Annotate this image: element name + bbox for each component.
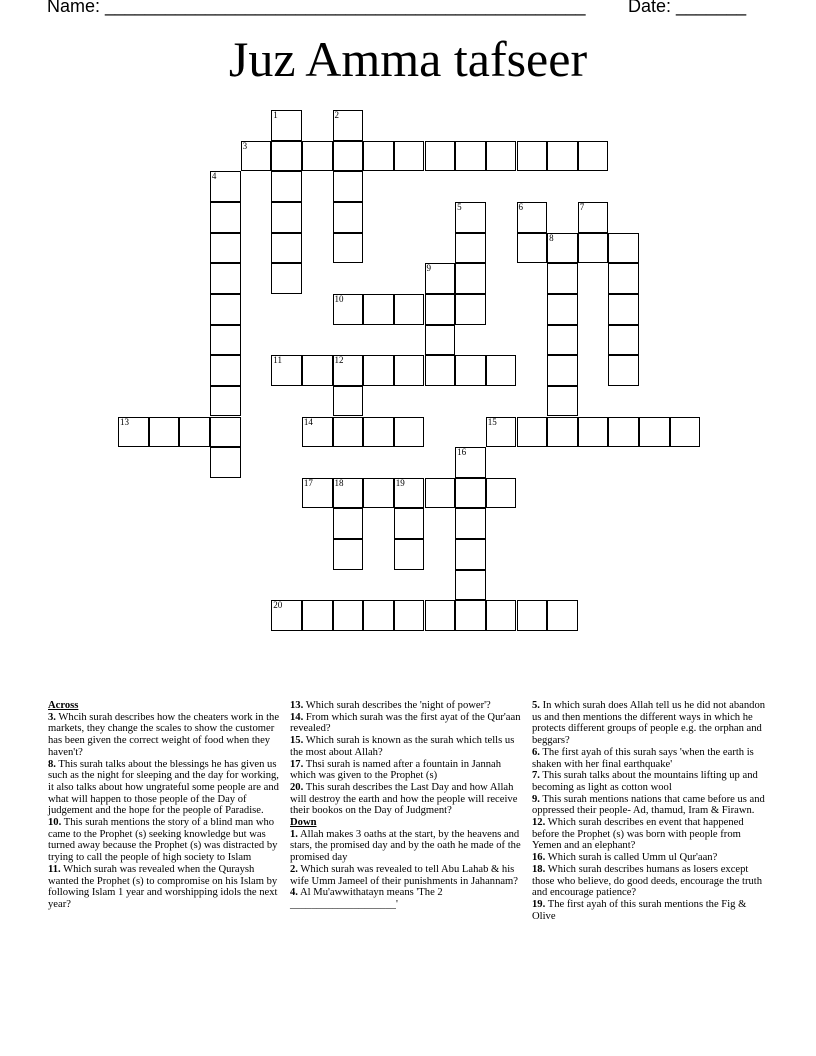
clue-down-19: 19. The first ayah of this surah mentions the Fig & Olive [532,898,747,922]
grid-cell[interactable] [455,478,486,509]
grid-cell[interactable] [455,263,486,294]
grid-cell[interactable] [547,263,578,294]
grid-cell[interactable] [670,417,701,448]
grid-cell[interactable] [118,417,149,448]
grid-cell[interactable] [210,294,241,325]
grid-cell[interactable] [517,233,548,264]
puzzle-title: Juz Amma tafseer [228,31,588,87]
grid-cell[interactable] [333,171,364,202]
grid-cell[interactable] [455,508,486,539]
grid-cell[interactable] [271,263,302,294]
grid-cell[interactable] [302,141,333,172]
grid-cell[interactable] [455,233,486,264]
grid-cell[interactable] [302,417,333,448]
grid-cell[interactable] [578,233,609,264]
down-heading: Down [290,817,317,829]
grid-cell[interactable] [455,539,486,570]
grid-cell[interactable] [271,355,302,386]
grid-cell[interactable] [333,294,364,325]
grid-cell[interactable] [210,447,241,478]
grid-cell[interactable] [394,508,425,539]
grid-cell[interactable] [210,355,241,386]
grid-cell[interactable] [425,478,456,509]
clue-number: 3 [242,140,248,151]
grid-cell[interactable] [271,141,302,172]
clue-number: 11 [273,355,282,366]
grid-cell[interactable] [425,294,456,325]
clue-down-18: 18. Which surah describes humans as losers except those who believe, do good deeds, encourage the truth and encourage patience? [532,863,763,899]
grid-cell[interactable] [179,417,210,448]
grid-cell[interactable] [394,478,425,509]
grid-cell[interactable] [333,600,364,631]
clue-number: 1 [273,110,278,120]
grid-cell[interactable] [608,417,639,448]
grid-cell[interactable] [578,202,609,233]
grid-cell[interactable] [363,141,394,172]
clue-number: 19 [395,477,405,488]
clue-down-9: 9. This surah mentions nations that came before us and oppressed their people- Ad, thamud, Iram & Firawn. [532,793,765,817]
grid-cell[interactable] [333,355,364,386]
clue-number: 4 [211,171,217,182]
grid-cell[interactable] [210,325,241,356]
grid-cell[interactable] [333,141,364,172]
grid-cell[interactable] [271,110,302,141]
grid-cell[interactable] [302,355,333,386]
grid-cell[interactable] [608,294,639,325]
grid-cell[interactable] [333,233,364,264]
grid-cell[interactable] [425,325,456,356]
clue-number: 20 [273,600,283,611]
grid-cell[interactable] [394,355,425,386]
grid-cell[interactable] [455,355,486,386]
grid-cell[interactable] [363,478,394,509]
grid-cell[interactable] [333,508,364,539]
grid-cell[interactable] [608,263,639,294]
grid-cell[interactable] [333,386,364,417]
grid-cell[interactable] [394,539,425,570]
clue-across-13: 13. Which surah describes the 'night of power'? [290,700,491,711]
grid-cell[interactable] [210,386,241,417]
clue-number: 14 [303,416,313,427]
grid-cell[interactable] [210,171,241,202]
grid-cell[interactable] [149,417,180,448]
grid-cell[interactable] [394,600,425,631]
clue-number: 8 [549,232,554,243]
clue-down-16: 16. Which surah is called Umm ul Qur'aan? [532,852,718,864]
clue-down-12: 12. Which surah describes en event that happened before the Prophet (s) was born with people from Yemen and an elephant? [532,817,744,852]
grid-cell[interactable] [425,600,456,631]
grid-cell[interactable] [547,600,578,631]
grid-cell[interactable] [547,294,578,325]
grid-cell[interactable] [394,294,425,325]
grid-cell[interactable] [455,447,486,478]
grid-cell[interactable] [302,600,333,631]
grid-cell[interactable] [210,202,241,233]
name-field-label: Name: ________________________________________________ [47,0,586,16]
grid-cell[interactable] [210,417,241,448]
grid-cell[interactable] [547,141,578,172]
grid-cell[interactable] [608,233,639,264]
grid-cell[interactable] [210,233,241,264]
grid-cell[interactable] [425,263,456,294]
grid-cell[interactable] [486,478,517,509]
grid-cell[interactable] [425,355,456,386]
grid-cell[interactable] [547,325,578,356]
grid-cell[interactable] [455,202,486,233]
clue-number: 2 [334,110,339,120]
grid-cell[interactable] [455,600,486,631]
grid-cell[interactable] [363,600,394,631]
grid-cell[interactable] [271,233,302,264]
grid-cell[interactable] [455,294,486,325]
grid-cell[interactable] [486,355,517,386]
clue-number: 9 [426,263,431,274]
clue-number: 15 [487,416,497,427]
grid-cell[interactable] [455,570,486,601]
clue-number: 7 [579,201,585,212]
grid-cell[interactable] [486,141,517,172]
grid-cell[interactable] [547,386,578,417]
clue-number: 18 [334,477,344,488]
grid-cell[interactable] [517,202,548,233]
clue-number: 5 [457,201,462,212]
clue-across-15: 15. Which surah is known as the surah which tells us the most about Allah? [290,735,515,758]
grid-cell[interactable] [333,478,364,509]
grid-cell[interactable] [455,141,486,172]
grid-cell[interactable] [578,417,609,448]
grid-cell[interactable] [578,141,609,172]
clue-across-8: 8. This surah talks about the blessings he has given us such as the night for sleeping and the day for working, it also talks about how ungrateful some people are and what will happen to those people of the Day of judgement and the hope for the people of Paradise. [48,758,279,817]
grid-cell[interactable] [241,141,272,172]
clue-number: 16 [457,447,467,458]
clue-number: 12 [334,355,344,366]
grid-cell[interactable] [547,233,578,264]
grid-cell[interactable] [547,417,578,448]
clue-down-2: 2. Which surah was revealed to tell Abu Lahab & his wife Umm Jameel of their punishments in Jahannam? [290,863,519,887]
clue-down-5: 5. In which surah does Allah tell us he did not abandon us and then mentions the different ways in which he protects different groups of people e.g. the orphan and beggars? [532,700,766,747]
clue-across-17: 17. Thsi surah is named after a fountain in Jannah which was given to the Prophet (s) [290,758,502,782]
clue-across-3: 3. Whcih surah describes how the cheaters work in the markets, they change the scales to show the customer has been given the correct weight of food when they haven't? [48,711,280,758]
grid-cell[interactable] [333,539,364,570]
grid-cell[interactable] [271,202,302,233]
grid-cell[interactable] [517,600,548,631]
clue-down-4: 4. Al Mu'awwithatayn means 'The 2 ____________________' [290,887,443,910]
grid-cell[interactable] [547,355,578,386]
grid-cell[interactable] [608,355,639,386]
grid-cell[interactable] [486,417,517,448]
across-heading: Across [48,700,79,711]
grid-cell[interactable] [333,110,364,141]
grid-cell[interactable] [425,141,456,172]
clues-column-1 [48,700,283,911]
grid-cell[interactable] [486,600,517,631]
grid-cell[interactable] [608,325,639,356]
clue-number: 17 [303,477,313,488]
grid-cell[interactable] [302,478,333,509]
clue-number: 13 [120,416,129,427]
clue-across-11: 11. Which surah was revealed when the Quraysh wanted the Prophet (s) to compromise on his Islam by following Islam 1 year and worshipping idols the next year? [48,863,278,910]
grid-cell[interactable] [517,141,548,172]
grid-cell[interactable] [639,417,670,448]
grid-cell[interactable] [394,141,425,172]
clue-across-14: 14. From which surah was the first ayat of the Qur'aan revealed? [290,711,521,735]
grid-cell[interactable] [363,417,394,448]
clue-down-7: 7. This surah talks about the mountains lifting up and becoming as light as cotton wool [532,770,758,793]
grid-cell[interactable] [333,417,364,448]
grid-cell[interactable] [394,417,425,448]
clue-across-10: 10. This surah mentions the story of a blind man who came to the Prophet (s) seeking knowledge but was turned away because the Prophet (s) was distracted by trying to call the people of high society to Islam [48,817,278,864]
grid-cell[interactable] [517,417,548,448]
clue-down-6: 6. The first ayah of this surah says 'when the earth is shaken with her final earthquake' [532,746,754,770]
clues-column-3 [532,700,768,922]
grid-cell[interactable] [363,294,394,325]
grid-cell[interactable] [333,202,364,233]
grid-cell[interactable] [271,600,302,631]
date-field-label: Date: _______ [628,0,747,16]
clue-down-1: 1. Allah makes 3 oaths at the start, by the heavens and stars, the promised day and by the oath he made of the promised day [290,828,521,864]
clue-number: 6 [518,201,523,212]
grid-cell[interactable] [363,355,394,386]
clue-number: 10 [334,293,344,304]
clue-across-20: 20. This surah describes the Last Day and how Allah will destroy the earth and how the people will receive their bookos on the Day of Judgment? [290,781,518,817]
grid-cell[interactable] [210,263,241,294]
grid-cell[interactable] [271,171,302,202]
clues-column-2 [290,700,522,911]
